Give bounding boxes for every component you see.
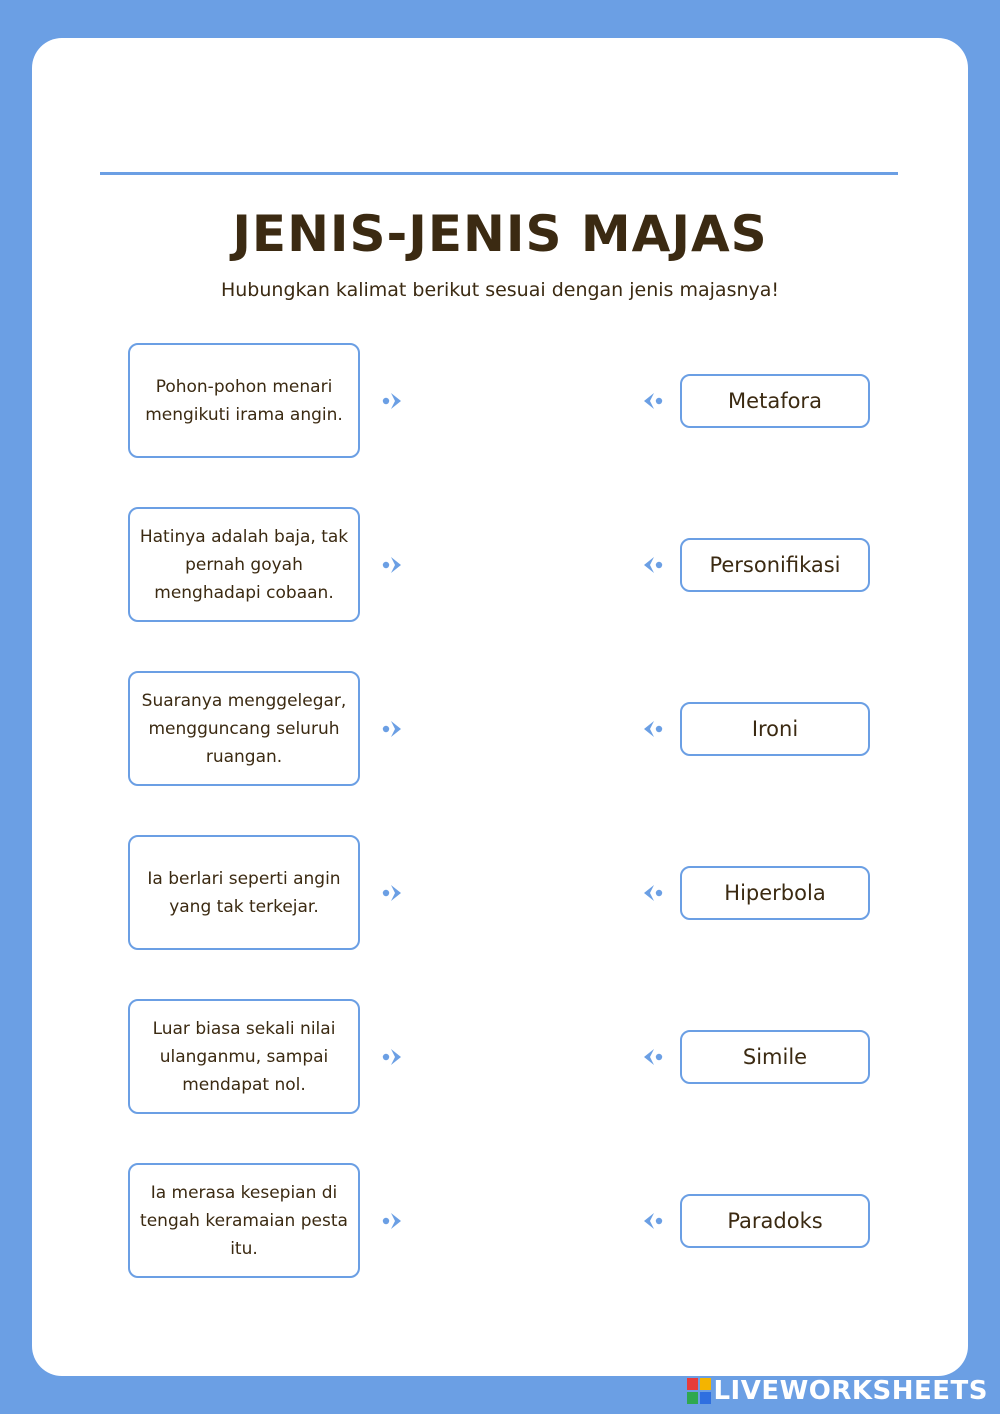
left-connector-icon[interactable] <box>639 555 663 575</box>
worksheet-title: JENIS-JENIS MAJAS <box>232 205 768 263</box>
right-connector-icon[interactable] <box>382 391 406 411</box>
sentence-box[interactable]: Luar biasa sekali nilai ulanganmu, sampai mendapat nol. <box>128 999 360 1114</box>
right-connector-icon[interactable] <box>382 555 406 575</box>
sentence-box[interactable]: Pohon-pohon menari mengikuti irama angin. <box>128 343 360 458</box>
left-connector-icon[interactable] <box>639 391 663 411</box>
majas-type-box[interactable]: Paradoks <box>680 1194 870 1248</box>
sentence-box[interactable]: Suaranya menggelegar, mengguncang seluruh ruangan. <box>128 671 360 786</box>
majas-type-box[interactable]: Simile <box>680 1030 870 1084</box>
brand-name: LIVEWORKSHEETS <box>713 1376 988 1406</box>
right-connector-icon[interactable] <box>382 719 406 739</box>
sentence-box[interactable]: Ia berlari seperti angin yang tak terkejar. <box>128 835 360 950</box>
left-connector-icon[interactable] <box>639 1211 663 1231</box>
majas-type-box[interactable]: Metafora <box>680 374 870 428</box>
majas-type-box[interactable]: Ironi <box>680 702 870 756</box>
liveworksheets-brand[interactable] <box>687 1374 988 1408</box>
right-connector-icon[interactable] <box>382 1211 406 1231</box>
left-connector-icon[interactable] <box>639 883 663 903</box>
left-connector-icon[interactable] <box>639 1047 663 1067</box>
top-divider <box>100 172 898 175</box>
sentence-box[interactable]: Hatinya adalah baja, tak pernah goyah menghadapi cobaan. <box>128 507 360 622</box>
left-connector-icon[interactable] <box>639 719 663 739</box>
liveworksheets-logo-icon <box>687 1377 711 1405</box>
worksheet-instruction: Hubungkan kalimat berikut sesuai dengan jenis majasnya! <box>220 279 780 301</box>
right-connector-icon[interactable] <box>382 1047 406 1067</box>
sentence-box[interactable]: Ia merasa kesepian di tengah keramaian pesta itu. <box>128 1163 360 1278</box>
majas-type-box[interactable]: Hiperbola <box>680 866 870 920</box>
right-connector-icon[interactable] <box>382 883 406 903</box>
majas-type-box[interactable]: Personifikasi <box>680 538 870 592</box>
